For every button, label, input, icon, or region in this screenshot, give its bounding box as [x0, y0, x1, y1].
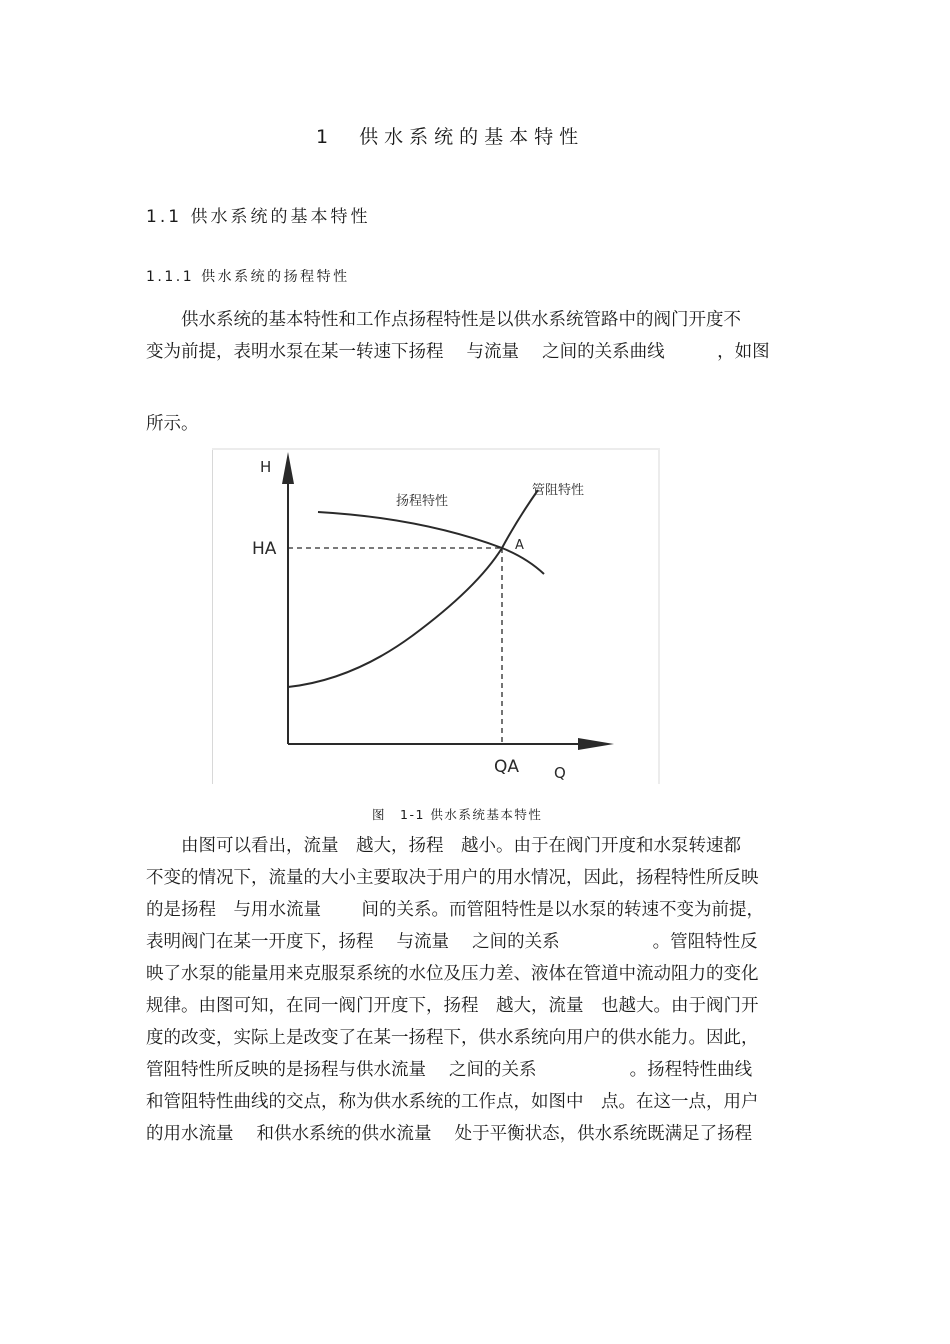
head-curve-label: 扬程特性: [396, 494, 449, 509]
x-axis-arrow-icon: [578, 738, 614, 750]
section-title: 1.1 供水系统的基本特性: [146, 207, 371, 227]
subsection-title: 1.1.1 供水系统的扬程特性: [146, 269, 350, 285]
point-a-label: A: [515, 538, 524, 553]
paragraph-line: 供水系统的基本特性和工作点扬程特性是以供水系统管路中的阀门开度不: [146, 310, 741, 330]
y-axis-label: H: [260, 458, 272, 476]
head-characteristic-curve: [318, 512, 544, 574]
paragraph-line: 度的改变，实际上是改变了在某一扬程下，供水系统向用户的供水能力。因此，: [146, 1028, 759, 1048]
paragraph-1: [146, 304, 808, 368]
paragraph-line: 的用水流量 和供水系统的供水流量 处于平衡状态，供水系统既满足了扬程: [146, 1124, 753, 1144]
x-axis-label: Q: [554, 764, 566, 782]
paragraph-line: 表明阀门在某一开度下，扬程 与流量 之间的关系 。管阻特性反: [146, 932, 758, 952]
paragraph-line: 的是扬程 与用水流量 间的关系。而管阻特性是以水泵的转速不变为前提，: [146, 900, 765, 920]
paragraph-line: 变为前提，表明水泵在某一转速下扬程 与流量 之间的关系曲线 ，如图: [146, 342, 770, 362]
paragraph-2: [146, 830, 808, 1150]
ha-label: HA: [252, 539, 277, 559]
chapter-title: 1 供水系统的基本特性: [316, 126, 585, 148]
paragraph-line: 所示。: [146, 414, 199, 434]
pipe-resistance-curve: [288, 490, 538, 687]
paragraph-line: 和管阻特性曲线的交点，称为供水系统的工作点，如图中 点。在这一点，用户: [146, 1092, 759, 1112]
qa-label: QA: [494, 757, 520, 777]
paragraph-1-tail: [146, 408, 808, 440]
paragraph-line: 不变的情况下，流量的大小主要取决于用户的用水情况，因此，扬程特性所反映: [146, 868, 759, 888]
paragraph-line: 管阻特性所反映的是扬程与供水流量 之间的关系 。扬程特性曲线: [146, 1060, 753, 1080]
paragraph-line: 由图可以看出，流量 越大，扬程 越小。由于在阀门开度和水泵转速都: [146, 836, 741, 856]
figure-caption: 图 1-1 供水系统基本特性: [372, 807, 543, 822]
paragraph-line: 规律。由图可知，在同一阀门开度下，扬程 越大，流量 也越大。由于阀门开: [146, 996, 759, 1016]
pipe-curve-label: 管阻特性: [532, 483, 585, 498]
figure-svg: [212, 448, 660, 786]
paragraph-line: 映了水泵的能量用来克服泵系统的水位及压力差、液体在管道中流动阻力的变化: [146, 964, 759, 984]
y-axis-arrow-icon: [282, 452, 294, 484]
pump-characteristic-figure: [212, 448, 660, 786]
